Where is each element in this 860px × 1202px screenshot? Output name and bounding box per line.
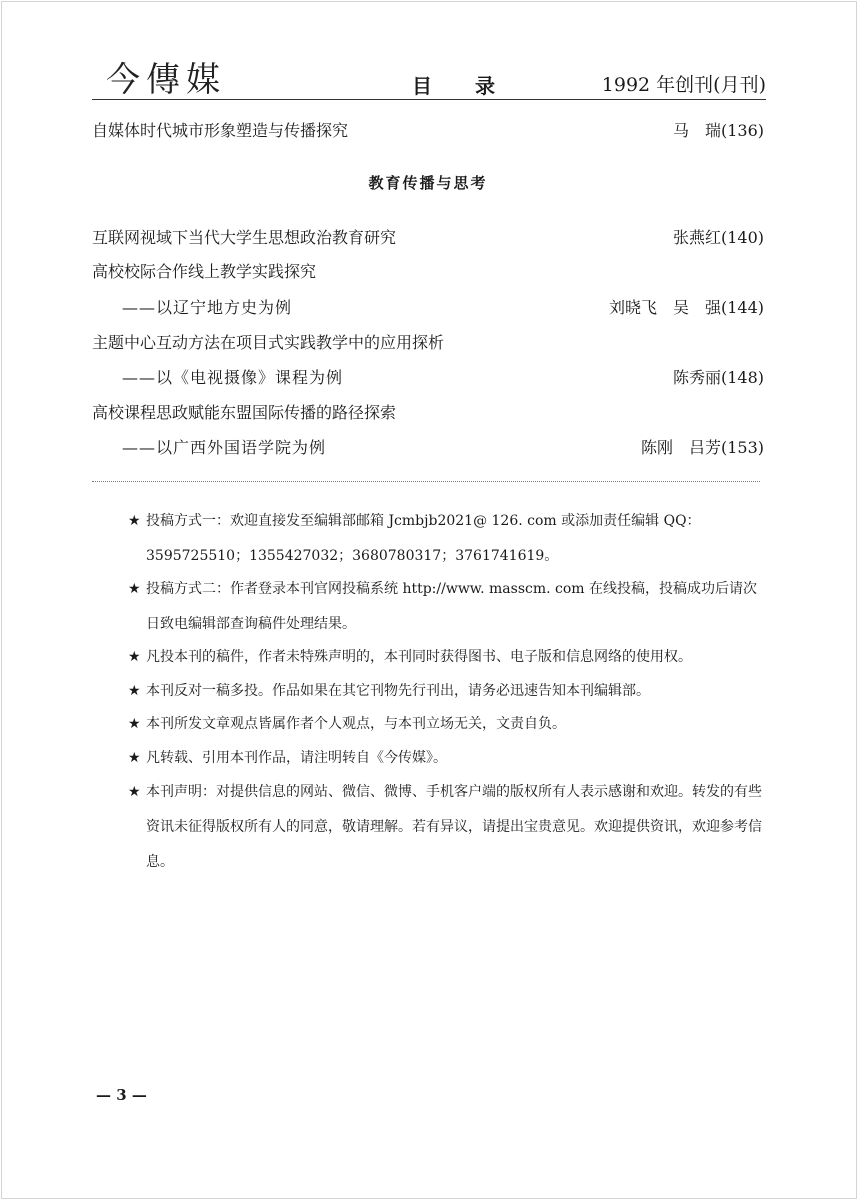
notice-text: 凡转载、引用本刊作品，请注明转自《今传媒》。 bbox=[146, 750, 447, 766]
toc-subtitle: ——以《电视摄像》课程为例 bbox=[122, 368, 344, 387]
toc-subtitle: ——以辽宁地方史为例 bbox=[122, 298, 293, 317]
toc-author-page: 陈秀丽(148) bbox=[672, 368, 764, 387]
notice-text: 投稿方式一：欢迎直接发至编辑部邮箱 Jcmbjb2021@ 126. com 或添加责任编辑 QQ：3595725510；1355427032；3680780317；3761741619。 bbox=[146, 513, 701, 564]
toc-entry[interactable] bbox=[92, 258, 764, 286]
toc-subtitle: ——以广西外国语学院为例 bbox=[122, 438, 327, 457]
star-icon: ★ bbox=[128, 513, 141, 529]
toc-subtitle-row[interactable] bbox=[92, 434, 764, 462]
section-title: 目 录 bbox=[412, 74, 513, 98]
toc-author-page: 马 瑞(136) bbox=[672, 121, 764, 140]
journal-header bbox=[92, 58, 766, 102]
toc-entry[interactable] bbox=[92, 117, 764, 145]
toc-author-page: 陈刚 吕芳(153) bbox=[640, 438, 764, 457]
star-icon: ★ bbox=[128, 716, 141, 732]
toc-author-page: 刘晓飞 吴 强(144) bbox=[608, 298, 764, 317]
notice-item bbox=[128, 572, 764, 642]
notice-text: 投稿方式二：作者登录本刊官网投稿系统 http://www. masscm. com 在线投稿，投稿成功后请次日致电编辑部查询稿件处理结果。 bbox=[146, 581, 758, 632]
notice-text: 本刊声明：对提供信息的网站、微信、微博、手机客户端的版权所有人表示感谢和欢迎。转发的有些资讯未征得版权所有人的同意，敬请理解。若有异议，请提出宝贵意见。欢迎提供资讯，欢迎参考信息。 bbox=[146, 784, 762, 870]
star-icon: ★ bbox=[128, 649, 141, 665]
notice-text: 本刊反对一稿多投。作品如果在其它刊物先行刊出，请务必迅速告知本刊编辑部。 bbox=[146, 683, 650, 699]
notice-text: 凡投本刊的稿件，作者未特殊声明的，本刊同时获得图书、电子版和信息网络的使用权。 bbox=[146, 649, 692, 665]
toc-title: 主题中心互动方法在项目式实践教学中的应用探析 bbox=[92, 333, 445, 352]
toc-entry[interactable] bbox=[92, 329, 764, 357]
category-heading: 教育传播与思考 bbox=[368, 174, 488, 192]
journal-logo: 今傳媒 bbox=[106, 60, 226, 100]
notice-item bbox=[128, 504, 764, 574]
toc-title: 自媒体时代城市形象塑造与传播探究 bbox=[92, 121, 349, 140]
founded-note: 1992 年创刊(月刊) bbox=[601, 74, 766, 96]
notice-text: 本刊所发文章观点皆属作者个人观点，与本刊立场无关，文责自负。 bbox=[146, 716, 566, 732]
star-icon: ★ bbox=[128, 750, 141, 766]
toc-subtitle-row[interactable] bbox=[92, 294, 764, 322]
notice-item bbox=[128, 640, 764, 675]
page-number: — 3 — bbox=[96, 1086, 147, 1104]
toc-author-page: 张燕红(140) bbox=[672, 228, 764, 247]
star-icon: ★ bbox=[128, 581, 141, 597]
toc-entry[interactable] bbox=[92, 224, 764, 252]
header-rule bbox=[92, 99, 766, 100]
toc-subtitle-row[interactable] bbox=[92, 364, 764, 392]
toc-title: 高校校际合作线上教学实践探究 bbox=[92, 262, 317, 281]
toc-title: 高校课程思政赋能东盟国际传播的路径探索 bbox=[92, 403, 397, 422]
notice-item bbox=[128, 674, 764, 709]
notice-item bbox=[128, 707, 764, 742]
dotted-divider bbox=[92, 481, 760, 482]
notice-item bbox=[128, 775, 764, 880]
toc-entry[interactable] bbox=[92, 399, 764, 427]
notice-item bbox=[128, 741, 764, 776]
star-icon: ★ bbox=[128, 784, 141, 800]
star-icon: ★ bbox=[128, 683, 141, 699]
toc-title: 互联网视域下当代大学生思想政治教育研究 bbox=[92, 228, 397, 247]
